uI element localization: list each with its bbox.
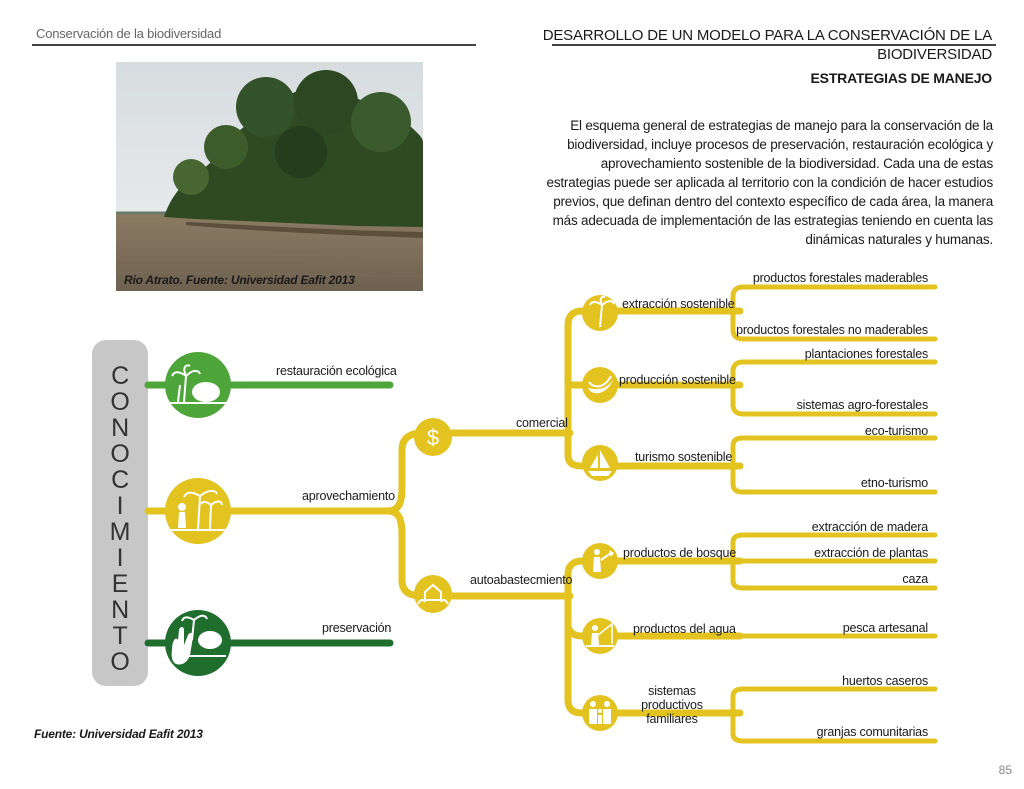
leaf-label: extracción de madera (811, 520, 928, 534)
group-label-agua: productos del agua (633, 622, 736, 636)
branch-label-autoabastecimiento: autoabastecmiento (470, 573, 573, 587)
strategy-label-aprovechamiento: aprovechamiento (302, 489, 395, 503)
fisherman-icon (582, 618, 618, 654)
leaf-label: extracción de plantas (814, 546, 928, 560)
group-label-produccion: producción sostenible (619, 373, 736, 387)
group-label-turismo: turismo sostenible (635, 450, 733, 464)
leaf-label: huertos caseros (842, 674, 928, 688)
intro-paragraph: El esquema general de estrategias de manejo para la conservación de la biodiversidad, incluye procesos de preservación, restauración ecológica y aprovechamiento sostenible de la biodiversidad. Cada una de estas estrategias puede ser aplicada al territorio con la condición de hacer estudios previos, que definan dentro del contexto específico de cada área, la manera más adecuada de implementación de las estrategias teniendo en cuenta las dinámicas naturales y humanas. (546, 118, 993, 247)
leaf-label: sistemas agro-forestales (796, 398, 928, 412)
family-icon (582, 695, 618, 731)
strategy-label-preservacion: preservación (322, 621, 392, 635)
leaf-label: productos forestales maderables (752, 271, 928, 285)
hand-trees-icon (165, 610, 231, 676)
branch-label-comercial: comercial (516, 416, 568, 430)
svg-text:$: $ (426, 425, 440, 450)
knowledge-letter: N (111, 596, 129, 624)
leaf-label: plantaciones forestales (804, 347, 928, 361)
knowledge-letter: I (116, 492, 124, 520)
group-label-bosque: productos de bosque (623, 546, 736, 560)
section-subtitle: ESTRATEGIAS DE MANEJO (810, 70, 992, 86)
group-label-familiares: sistemas productivos familiares (641, 684, 703, 726)
bananas-icon (582, 367, 618, 403)
running-header: Conservación de la biodiversidad (36, 26, 222, 41)
leaf-label: etno-turismo (860, 476, 928, 490)
woodcutter-icon (582, 543, 618, 579)
leaf-label: eco-turismo (864, 424, 928, 438)
leaf-label: productos forestales no maderables (736, 323, 928, 337)
leaf-label: pesca artesanal (842, 621, 928, 635)
strategy-label-restauracion: restauración ecológica (276, 364, 397, 378)
palm-icon (582, 295, 618, 331)
farmer-palm-icon (165, 478, 231, 544)
knowledge-letter: M (109, 518, 131, 546)
knowledge-letter: O (110, 648, 130, 676)
leaf-label: granjas comunitarias (816, 725, 928, 739)
knowledge-letter: I (116, 544, 124, 572)
knowledge-letter: E (111, 570, 129, 598)
source-caption: Fuente: Universidad Eafit 2013 (34, 727, 203, 741)
house-hands-icon (414, 575, 452, 613)
sailboat-icon (582, 445, 618, 481)
page-number: 85 (998, 763, 1012, 777)
knowledge-letter: C (111, 466, 129, 494)
palm-trees-icon (165, 352, 231, 418)
knowledge-letter: N (111, 414, 129, 442)
dollar-icon (414, 418, 452, 456)
knowledge-letter: O (110, 440, 130, 468)
leaf-label: caza (902, 572, 928, 586)
section-title: DESARROLLO DE UN MODELO PARA LA CONSERVACIÓN DE LA BIODIVERSIDAD (542, 27, 992, 63)
photo-caption: Rio Atrato. Fuente: Universidad Eafit 2013 (124, 273, 355, 287)
knowledge-letter: O (110, 388, 130, 416)
knowledge-letter: C (111, 362, 129, 390)
group-label-extraccion: extracción sostenible (622, 297, 735, 311)
knowledge-letter: T (112, 622, 128, 650)
